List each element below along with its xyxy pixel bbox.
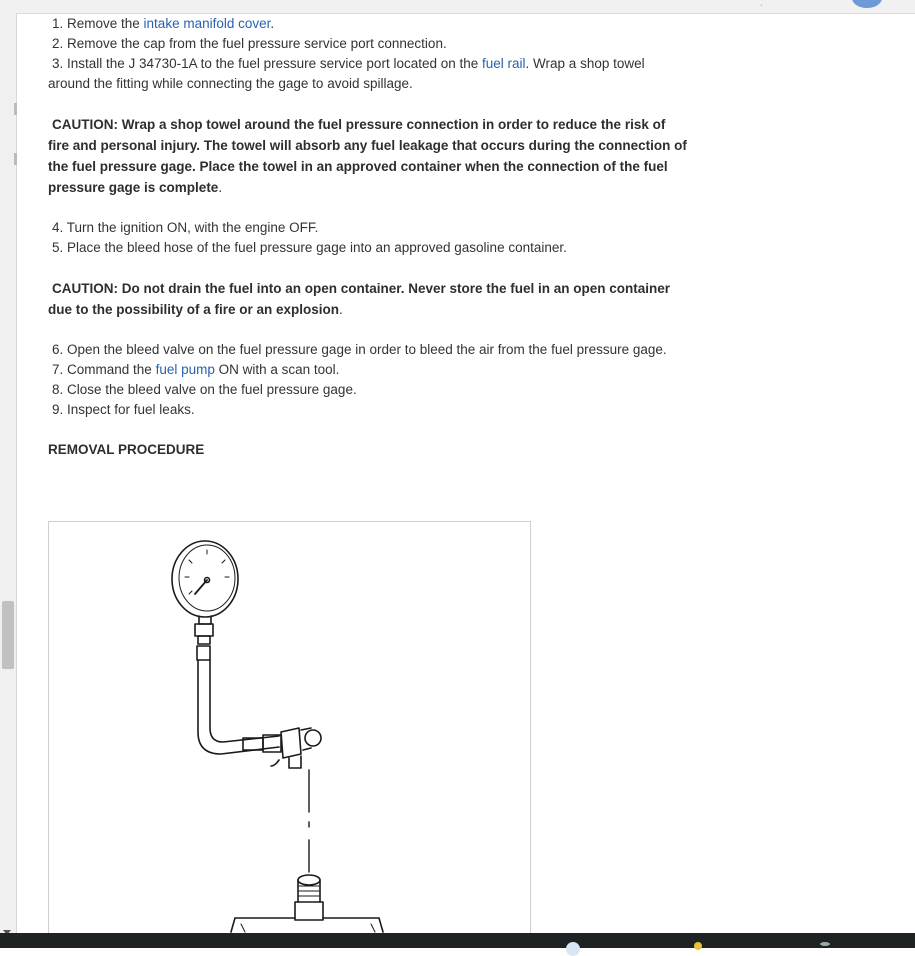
procedure-content bbox=[48, 14, 688, 460]
fuel-pump-link[interactable]: fuel pump bbox=[155, 362, 215, 377]
step-5: 5. Place the bleed hose of the fuel pressure gage into an approved gasoline container. bbox=[52, 240, 567, 255]
caution-container: CAUTION: Do not drain the fuel into an open container. Never store the fuel in an open container due to the possibility of a fire or an explosion. bbox=[48, 281, 671, 317]
gage-coupler bbox=[197, 646, 210, 660]
bleed-valve-knob bbox=[305, 730, 321, 746]
gage-nut bbox=[198, 636, 210, 644]
fuel-rail-link[interactable]: fuel rail bbox=[482, 56, 526, 71]
step-6: 6. Open the bleed valve on the fuel pressure gage in order to bleed the air from the fuel pressure gage. bbox=[52, 342, 667, 357]
bleed-valve-body bbox=[281, 728, 301, 758]
step-1: 1. Remove the intake manifold cover. bbox=[52, 16, 275, 31]
gage-ticks bbox=[185, 550, 229, 594]
gage-hose-inner bbox=[210, 660, 279, 742]
step-3: 3. Install the J 34730-1A to the fuel pressure service port located on the fuel rail. Wrap a shop towel around the fitting while connecting the gage to avoid spillage. bbox=[48, 56, 645, 91]
step-8: 8. Close the bleed valve on the fuel pressure gage. bbox=[52, 382, 357, 397]
taskbar-app-icon[interactable] bbox=[566, 942, 580, 956]
intake-manifold-cover-link[interactable]: intake manifold cover bbox=[143, 16, 271, 31]
bleed-hose bbox=[271, 760, 279, 766]
scrollbar-thumb[interactable] bbox=[2, 601, 14, 669]
browser-top-bar bbox=[0, 0, 915, 14]
scrollbar-mark bbox=[14, 103, 17, 115]
step-4: 4. Turn the ignition ON, with the engine OFF. bbox=[52, 220, 319, 235]
step-9: 9. Inspect for fuel leaks. bbox=[52, 402, 195, 417]
os-taskbar bbox=[0, 933, 915, 948]
fuel-pressure-gage-illustration bbox=[48, 521, 531, 943]
bleed-valve-outlet bbox=[289, 756, 301, 768]
tab-edge-mark: ˎ bbox=[760, 0, 763, 6]
step-7: 7. Command the fuel pump ON with a scan tool. bbox=[52, 362, 340, 377]
service-port-cap bbox=[298, 875, 320, 885]
caution-towel: CAUTION: Wrap a shop towel around the fuel pressure connection in order to reduce the risk of fire and personal injury. The towel will absorb any fuel leakage that occurs during the connection of the fuel pressure gage. Place the towel in an approved container when the connection of the fuel pressure gage is complete. bbox=[48, 117, 687, 195]
left-scrollbar[interactable] bbox=[0, 13, 17, 933]
scrollbar-mark bbox=[14, 153, 17, 165]
taskbar-tray-icon[interactable] bbox=[820, 942, 830, 946]
gage-fitting bbox=[195, 624, 213, 636]
taskbar-app-icon[interactable] bbox=[694, 942, 702, 950]
service-port-base bbox=[295, 902, 323, 920]
removal-procedure-heading: REMOVAL PROCEDURE bbox=[48, 442, 205, 457]
gage-diagram-svg bbox=[49, 522, 530, 942]
fuel-rail-ends bbox=[241, 924, 375, 932]
service-port-threads bbox=[299, 886, 319, 896]
step-2: 2. Remove the cap from the fuel pressure service port connection. bbox=[52, 36, 447, 51]
profile-avatar-icon[interactable] bbox=[852, 0, 882, 8]
